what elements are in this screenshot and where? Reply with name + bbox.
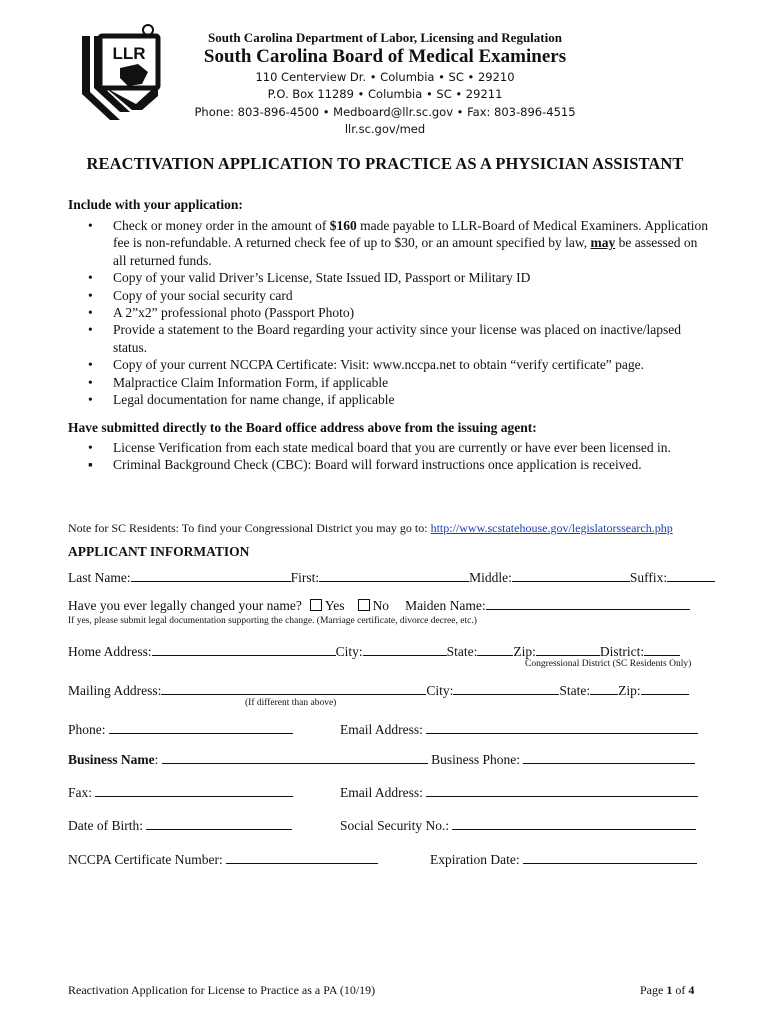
zip-field[interactable] (536, 642, 600, 656)
mailing-note: (If different than above) (245, 698, 337, 708)
phone-label: Phone: (68, 722, 106, 737)
district-field-note: Congressional District (SC Residents Only) (525, 659, 692, 669)
maiden-name-label: Maiden Name: (405, 598, 486, 613)
list-item: ▪ Criminal Background Check (CBC): Board will forward instructions once application is received. (88, 457, 642, 473)
mailing-address-row (68, 681, 689, 699)
expiration-row (430, 850, 697, 868)
list-item: • Copy of your current NCCPA Certificate: Visit: www.nccpa.net to obtain “verify certificate” page. (88, 357, 645, 373)
nccpa-field[interactable] (226, 850, 378, 864)
middle-name-field[interactable] (512, 568, 630, 582)
mailing-city-field[interactable] (453, 681, 559, 695)
no-label: No (372, 598, 390, 613)
list-item: • A 2”x2” professional photo (Passport Photo) (88, 305, 355, 321)
mailing-state-field[interactable] (590, 681, 618, 695)
first-name-field[interactable] (319, 568, 469, 582)
suffix-label: Suffix: (629, 570, 668, 585)
dob-label: Date of Birth: (68, 818, 143, 833)
list-item: • Malpractice Claim Information Form, if applicable (88, 374, 389, 390)
no-checkbox[interactable] (358, 599, 370, 611)
mailing-address-field[interactable] (161, 681, 426, 695)
list-item: • License Verification from each state medical board that you are currently or have ever been licensed in. (88, 440, 671, 455)
department-name: South Carolina Department of Labor, Licensing and Regulation (208, 30, 562, 45)
svg-text:LLR: LLR (112, 44, 146, 63)
email-row (340, 720, 698, 738)
nccpa-row (68, 850, 378, 868)
maiden-name-field[interactable] (486, 596, 690, 610)
middle-name-label: Middle: (469, 570, 512, 585)
direct-heading: Have submitted directly to the Board office address above from the issuing agent: (68, 420, 537, 435)
po-box-address: P.O. Box 11289 • Columbia • SC • 29211 (267, 87, 503, 101)
ssn-row (340, 816, 696, 834)
name-row (68, 568, 715, 586)
state-label: State: (446, 644, 478, 659)
dob-field[interactable] (146, 816, 292, 830)
last-name-field[interactable] (131, 568, 291, 582)
list-item: • Provide a statement to the Board regarding your activity since your license was placed on inactive/lapsed status. (88, 322, 681, 355)
fax-row (68, 783, 293, 801)
list-item: • Check or money order in the amount of $160 made payable to LLR-Board of Medical Examiners. Application fee is non-refundable. A returned check fee of up to $30, or an amount specified by law, may be assessed on all returned funds. (88, 218, 708, 268)
home-address-label: Home Address: (68, 644, 152, 659)
fax-field[interactable] (95, 783, 293, 797)
list-item: • Copy of your valid Driver’s License, State Issued ID, Passport or Military ID (88, 270, 531, 286)
nccpa-label: NCCPA Certificate Number: (68, 852, 223, 867)
mailing-zip-field[interactable] (641, 681, 689, 695)
business-name-field[interactable] (162, 750, 428, 764)
dob-row (68, 816, 292, 834)
expiration-label: Expiration Date: (430, 852, 520, 867)
name-change-note: If yes, please submit legal documentation supporting the change. (Marriage certificate, divorce decree, etc.) (68, 616, 477, 626)
mailing-address-label: Mailing Address: (68, 683, 162, 698)
email-row-2 (340, 783, 698, 801)
board-name: South Carolina Board of Medical Examiners (203, 46, 567, 67)
ssn-label: Social Security No.: (340, 818, 450, 833)
home-address-field[interactable] (152, 642, 336, 656)
include-heading: Include with your application: (68, 197, 243, 212)
first-name-label: First: (290, 570, 320, 585)
email-field-2[interactable] (426, 783, 698, 797)
business-phone-field[interactable] (523, 750, 695, 764)
business-phone-label: Business Phone: (431, 752, 521, 767)
list-item: • Legal documentation for name change, if applicable (88, 392, 395, 408)
city-label: City: (335, 644, 363, 659)
city-field[interactable] (363, 642, 447, 656)
home-address-row (68, 642, 680, 660)
expiration-field[interactable] (523, 850, 697, 864)
phone-row (68, 720, 293, 738)
ssn-field[interactable] (452, 816, 696, 830)
email-label: Email Address: (340, 722, 423, 737)
contact-line: Phone: 803-896-4500 • Medboard@llr.sc.gov • Fax: 803-896-4515 (194, 105, 576, 119)
name-change-question: Have you ever legally changed your name? (68, 598, 302, 613)
mailing-state-label: State: (559, 683, 591, 698)
email-field[interactable] (426, 720, 698, 734)
state-field[interactable] (477, 642, 513, 656)
name-change-row (68, 596, 690, 614)
district-note: Note for SC Residents: To find your Congressional District you may go to: http://www.scstatehouse.gov/legislatorssearch.php (68, 521, 673, 535)
page-number: Page 1 of 4 (640, 983, 695, 997)
direct-list (88, 439, 708, 474)
email-label-2: Email Address: (340, 785, 423, 800)
business-row: Business Name: Business Phone: (68, 750, 695, 768)
district-field[interactable] (644, 642, 680, 656)
mailing-zip-label: Zip: (618, 683, 641, 698)
applicant-heading: APPLICANT INFORMATION (68, 544, 250, 559)
district-label: District: (599, 644, 645, 659)
page-title: REACTIVATION APPLICATION TO PRACTICE AS A PHYSICIAN ASSISTANT (86, 154, 684, 173)
suffix-field[interactable] (667, 568, 715, 582)
include-list (88, 217, 708, 408)
yes-label: Yes (324, 598, 345, 613)
phone-field[interactable] (109, 720, 293, 734)
fax-label: Fax: (68, 785, 93, 800)
street-address: 110 Centerview Dr. • Columbia • SC • 29210 (255, 70, 515, 84)
mailing-city-label: City: (426, 683, 454, 698)
yes-checkbox[interactable] (310, 599, 322, 611)
zip-label: Zip: (513, 644, 536, 659)
business-name-label: Business Name (68, 752, 155, 767)
list-item: • Copy of your social security card (88, 287, 293, 303)
website: llr.sc.gov/med (344, 122, 426, 136)
footer-title: Reactivation Application for License to Practice as a PA (10/19) (68, 983, 376, 997)
legislator-search-link[interactable]: http://www.scstatehouse.gov/legislatorssearch.php (430, 521, 673, 535)
last-name-label: Last Name: (68, 570, 131, 585)
